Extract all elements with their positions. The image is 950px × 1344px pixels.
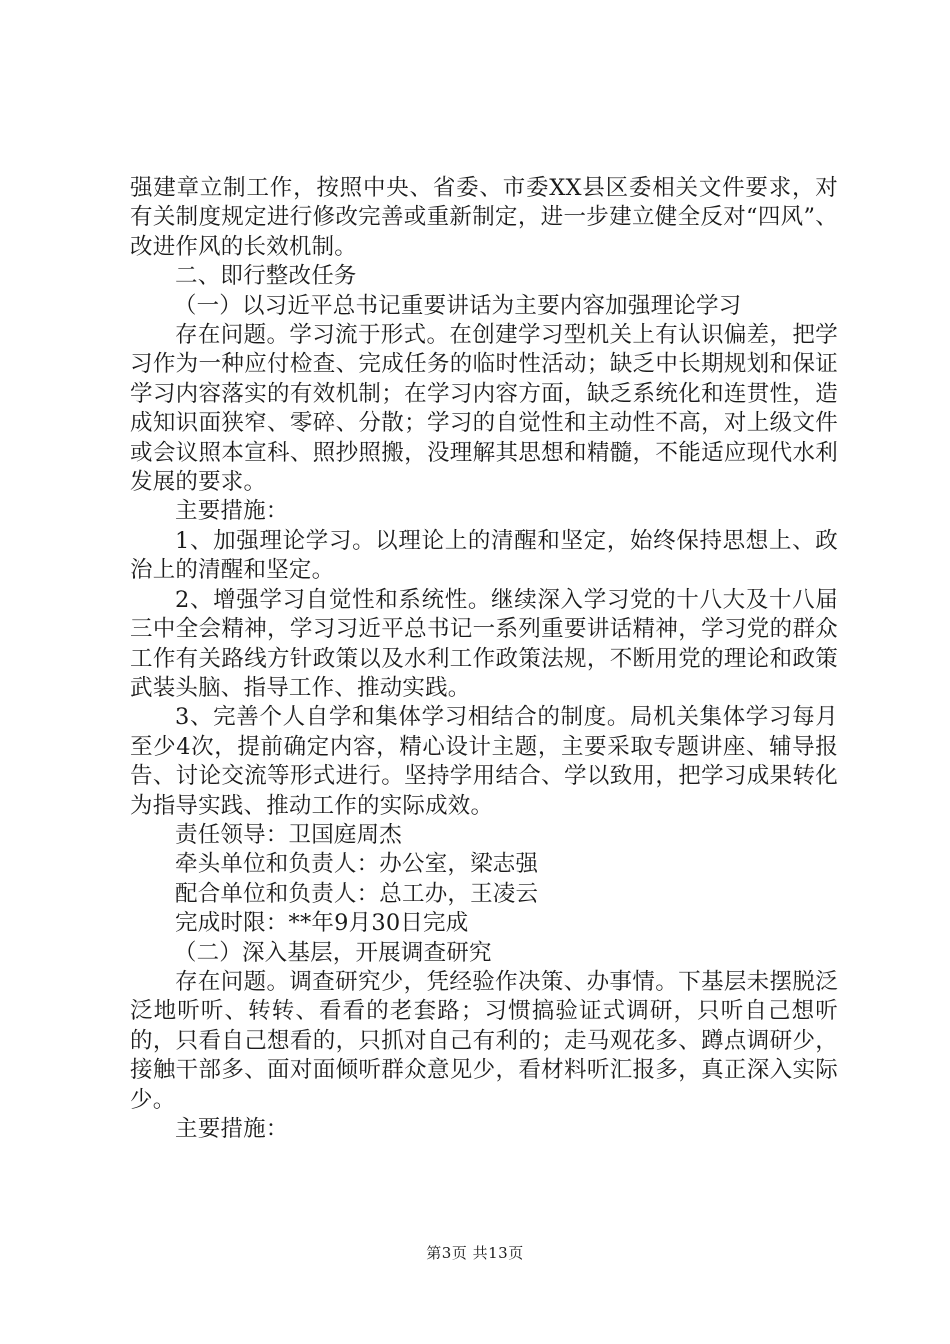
- section-heading-rectification-tasks: 二、即行整改任务: [175, 263, 357, 290]
- responsible-leader: 责任领导：卫国庭周杰: [175, 821, 403, 848]
- subsection-heading-grassroots-research: （二）深入基层，开展调查研究: [173, 939, 492, 966]
- measures-label: 主要措施：: [175, 1116, 289, 1142]
- document-body: [130, 174, 838, 1144]
- measures-label: 主要措施：: [175, 498, 289, 525]
- lead-unit: 牵头单位和负责人：办公室，梁志强: [175, 851, 539, 878]
- subsection-heading-theory-study: （一）以习近平总书记重要讲话为主要内容加强理论学习: [173, 292, 742, 319]
- measure-item-3: 3、完善个人自学和集体学习相结合的制度。局机关集体学习每月至少4次，提前确定内容，精心设计主题，主要采取专题讲座、辅导报告、讨论交流等形式进行。坚持学用结合、学以致用，把学习成果转化为指导实践、推动工作的实际成效。: [130, 704, 838, 819]
- paragraph-continued: 强建章立制工作，按照中央、省委、市委XX县区委相关文件要求，对有关制度规定进行修改完善或重新制定，进一步建立健全反对“四风”、改进作风的长效机制。: [130, 175, 838, 260]
- cooperating-unit: 配合单位和负责人：总工办，王凌云: [175, 880, 539, 907]
- page-footer: 第3页 共13页: [426, 1244, 524, 1262]
- measure-item-1: 1、加强理论学习。以理论上的清醒和坚定，始终保持思想上、政治上的清醒和坚定。: [130, 527, 838, 584]
- paragraph-problems-study: 存在问题。学习流于形式。在创建学习型机关上有认识偏差，把学习作为一种应付检查、完成任务的临时性活动；缺乏中长期规划和保证学习内容落实的有效机制；在学习内容方面，缺乏系统化和连贯性，造成知识面狭窄、零碎、分散；学习的自觉性和主动性不高，对上级文件或会议照本宣科、照抄照搬，没理解其思想和精髓，不能适应现代水利发展的要求。: [130, 322, 838, 496]
- paragraph-problems-research: 存在问题。调查研究少，凭经验作决策、办事情。下基层未摆脱泛泛地听听、转转、看看的老套路；习惯搞验证式调研，只听自己想听的，只看自己想看的，只抓对自己有利的；走马观花多、蹲点调研少，接触干部多、面对面倾听群众意见少，看材料听汇报多，真正深入实际少。: [130, 968, 838, 1113]
- measure-item-2: 2、增强学习自觉性和系统性。继续深入学习党的十八大及十八届三中全会精神，学习习近平总书记一系列重要讲话精神，学习党的群众工作有关路线方针政策以及水利工作政策法规，不断用党的理论和政策武装头脑、指导工作、推动实践。: [130, 586, 838, 701]
- deadline: 完成时限：**年9月30日完成: [175, 910, 469, 937]
